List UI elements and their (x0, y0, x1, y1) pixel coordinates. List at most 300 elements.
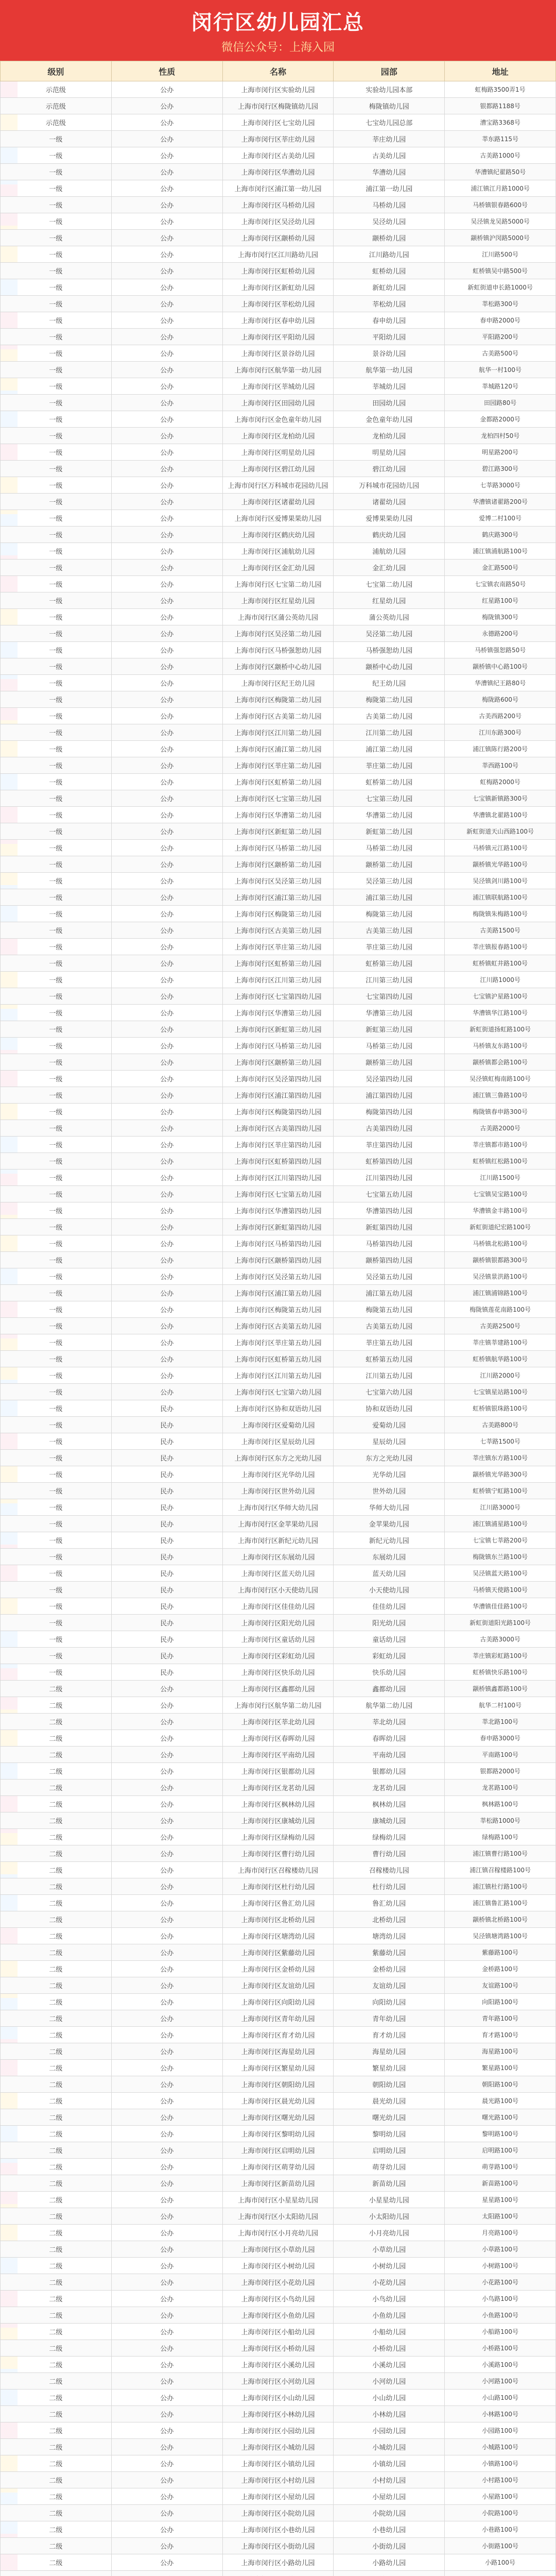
cell-address: 虹桥镇航华路100号 (445, 1351, 556, 1367)
cell-campus: 协和双语幼儿园 (334, 1400, 445, 1417)
cell-nature: 公办 (111, 131, 222, 147)
cell-campus: 童话幼儿园 (334, 1631, 445, 1648)
cell-level: 一级 (1, 609, 112, 625)
cell-name: 上海市闵行区浦江第四幼儿园 (222, 1087, 334, 1104)
cell-address: 萌芽路100号 (445, 2159, 556, 2175)
cell-nature: 公办 (111, 1994, 222, 2010)
cell-name: 上海市闵行区北桥幼儿园 (222, 1911, 334, 1928)
cell-campus: 华漕幼儿园 (334, 164, 445, 180)
cell-level: 一级 (1, 757, 112, 774)
cell-nature: 公办 (111, 1005, 222, 1021)
cell-nature: 公办 (111, 741, 222, 757)
cell-address: 华漕镇纪翟路50号 (445, 164, 556, 180)
table-row (1, 395, 556, 411)
cell-campus: 佳佳幼儿园 (334, 1598, 445, 1615)
cell-level: 一级 (1, 642, 112, 658)
table-row (1, 2340, 556, 2357)
cell-nature: 公办 (111, 1021, 222, 1038)
cell-address: 小镇路100号 (445, 2455, 556, 2472)
cell-address: 古美路800号 (445, 1417, 556, 1433)
cell-level: 一级 (1, 1516, 112, 1532)
cell-campus: 小城幼儿园 (334, 2439, 445, 2455)
cell-name: 上海市闵行区浦航幼儿园 (222, 543, 334, 560)
cell-campus: 碧江幼儿园 (334, 461, 445, 477)
cell-level: 二级 (1, 1928, 112, 1944)
cell-level: 二级 (1, 2126, 112, 2142)
cell-nature (111, 2571, 222, 2576)
cell-name: 上海市闵行区梅陇第三幼儿园 (222, 906, 334, 922)
cell-address: 江川东路300号 (445, 724, 556, 741)
cell-campus: 七宝第六幼儿园 (334, 1384, 445, 1400)
cell-level: 一级 (1, 1318, 112, 1334)
cell-level: 一级 (1, 955, 112, 972)
cell-level: 二级 (1, 2192, 112, 2208)
cell-name: 上海市闵行区碧江幼儿园 (222, 461, 334, 477)
cell-nature: 公办 (111, 1730, 222, 1747)
cell-nature: 民办 (111, 1598, 222, 1615)
title-banner (0, 0, 556, 61)
cell-campus: 莘北幼儿园 (334, 1714, 445, 1730)
cell-name: 上海市闵行区启明幼儿园 (222, 2142, 334, 2159)
cell-campus: 银都幼儿园 (334, 1763, 445, 1780)
table-row (1, 1631, 556, 1648)
cell-nature: 公办 (111, 2455, 222, 2472)
cell-address: 晨光路100号 (445, 2093, 556, 2109)
table-row (1, 2389, 556, 2406)
table-row (1, 2406, 556, 2422)
cell-level: 一级 (1, 147, 112, 164)
cell-campus: 世外幼儿园 (334, 1483, 445, 1499)
cell-campus: 虹桥第四幼儿园 (334, 1153, 445, 1170)
cell-level: 一级 (1, 1071, 112, 1087)
cell-name: 上海市闵行区七宝第四幼儿园 (222, 988, 334, 1005)
cell-campus: 虹桥幼儿园 (334, 263, 445, 279)
table-row (1, 2093, 556, 2109)
cell-level: 二级 (1, 2274, 112, 2291)
table-row (1, 1780, 556, 1796)
cell-nature: 公办 (111, 345, 222, 362)
cell-address: 浦江镇鲁汇路100号 (445, 1895, 556, 1911)
cell-name: 上海市闵行区古美第四幼儿园 (222, 1120, 334, 1137)
table-row (1, 1961, 556, 1977)
cell-name: 上海市闵行区新虹幼儿园 (222, 279, 334, 296)
cell-name: 上海市闵行区小巷幼儿园 (222, 2521, 334, 2538)
table-row (1, 1087, 556, 1104)
cell-address: 繁星路100号 (445, 2060, 556, 2076)
cell-campus: 七宝第四幼儿园 (334, 988, 445, 1005)
cell-campus: 万科城市花园幼儿园 (334, 477, 445, 494)
cell-name: 上海市闵行区小河幼儿园 (222, 2373, 334, 2389)
table-row (1, 2274, 556, 2291)
table-row (1, 1763, 556, 1780)
cell-name: 上海市闵行区莘城幼儿园 (222, 378, 334, 395)
cell-name: 上海市闵行区虹桥第三幼儿园 (222, 955, 334, 972)
page-title: 闵行区幼儿园汇总 (192, 11, 364, 35)
cell-address: 浦江镇江月路1000号 (445, 180, 556, 197)
cell-campus: 虹桥第二幼儿园 (334, 774, 445, 790)
cell-level: 一级 (1, 296, 112, 312)
cell-level: 一级 (1, 922, 112, 939)
cell-nature: 公办 (111, 1104, 222, 1120)
table-row (1, 1829, 556, 1845)
cell-campus: 江川第四幼儿园 (334, 1170, 445, 1186)
cell-level: 二级 (1, 1961, 112, 1977)
cell-level: 一级 (1, 1466, 112, 1483)
cell-level: 二级 (1, 2472, 112, 2488)
cell-address: 平南路100号 (445, 1747, 556, 1763)
table-row (1, 823, 556, 840)
cell-level: 一级 (1, 1351, 112, 1367)
cell-level: 一级 (1, 625, 112, 642)
cell-nature: 民办 (111, 1417, 222, 1433)
cell-level: 一级 (1, 906, 112, 922)
cell-address: 青年路100号 (445, 2010, 556, 2027)
cell-campus (334, 2571, 445, 2576)
cell-nature: 公办 (111, 2389, 222, 2406)
cell-level: 一级 (1, 378, 112, 395)
cell-level: 二级 (1, 2324, 112, 2340)
table-row (1, 246, 556, 263)
cell-name: 上海市闵行区朝阳幼儿园 (222, 2076, 334, 2093)
cell-name: 上海市闵行区银都幼儿园 (222, 1763, 334, 1780)
cell-name: 上海市闵行区景谷幼儿园 (222, 345, 334, 362)
cell-name: 上海市闵行区颛桥第二幼儿园 (222, 856, 334, 873)
cell-level: 二级 (1, 2208, 112, 2225)
cell-address: 吴泾镇虹梅南路100号 (445, 1071, 556, 1087)
cell-name: 上海市闵行区金苹果幼儿园 (222, 1516, 334, 1532)
cell-name: 上海市闵行区曹行幼儿园 (222, 1845, 334, 1862)
cell-nature: 公办 (111, 807, 222, 823)
cell-nature: 公办 (111, 1137, 222, 1153)
cell-name: 上海市闵行区实验幼儿园 (222, 81, 334, 98)
cell-name: 上海市闵行区古美第三幼儿园 (222, 922, 334, 939)
cell-nature: 民办 (111, 1466, 222, 1483)
cell-address: 枫林路100号 (445, 1796, 556, 1812)
cell-level: 一级 (1, 1417, 112, 1433)
cell-address: 浦江镇联航路100号 (445, 889, 556, 906)
cell-nature: 公办 (111, 2488, 222, 2505)
cell-nature: 民办 (111, 1532, 222, 1549)
cell-campus: 梅陇第二幼儿园 (334, 691, 445, 708)
cell-address: 绿梅路100号 (445, 1829, 556, 1845)
cell-level: 二级 (1, 1911, 112, 1928)
cell-nature: 公办 (111, 922, 222, 939)
table-row (1, 922, 556, 939)
cell-name: 上海市闵行区诸翟幼儿园 (222, 494, 334, 510)
cell-level: 二级 (1, 2109, 112, 2126)
cell-name: 上海市闵行区龙茗幼儿园 (222, 1780, 334, 1796)
cell-nature: 公办 (111, 1285, 222, 1301)
cell-nature: 公办 (111, 279, 222, 296)
cell-name: 上海市闵行区金色童年幼儿园 (222, 411, 334, 428)
table-row (1, 840, 556, 856)
cell-address: 颛桥镇光华路100号 (445, 856, 556, 873)
cell-address: 七宝镇新镇路300号 (445, 790, 556, 807)
table-row (1, 1994, 556, 2010)
cell-address: 吴泾镇蓝天路100号 (445, 1565, 556, 1582)
cell-level: 一级 (1, 560, 112, 576)
table-row (1, 1895, 556, 1911)
cell-campus: 小院幼儿园 (334, 2505, 445, 2521)
cell-address: 春申路3000号 (445, 1730, 556, 1747)
cell-name: 上海市闵行区金汇幼儿园 (222, 560, 334, 576)
cell-name: 上海市闵行区小街幼儿园 (222, 2538, 334, 2554)
cell-address: 金汇路500号 (445, 560, 556, 576)
cell-nature: 公办 (111, 147, 222, 164)
cell-address: 马桥镇强恕路50号 (445, 642, 556, 658)
table-row (1, 1038, 556, 1054)
cell-level: 一级 (1, 1549, 112, 1565)
table-row (1, 197, 556, 213)
cell-nature: 公办 (111, 81, 222, 98)
cell-nature: 公办 (111, 1911, 222, 1928)
cell-address: 小巷路100号 (445, 2521, 556, 2538)
table-row (1, 1202, 556, 1219)
cell-campus: 春申幼儿园 (334, 312, 445, 329)
cell-campus: 梅陇第四幼儿园 (334, 1104, 445, 1120)
cell-name: 上海市闵行区颛桥第四幼儿园 (222, 1252, 334, 1268)
cell-campus: 金苹果幼儿园 (334, 1516, 445, 1532)
cell-campus: 晨光幼儿园 (334, 2093, 445, 2109)
table-row (1, 2571, 556, 2576)
cell-name: 上海市闵行区华漕幼儿园 (222, 164, 334, 180)
cell-name: 上海市闵行区友谊幼儿园 (222, 1977, 334, 1994)
cell-nature: 公办 (111, 246, 222, 263)
cell-level: 一级 (1, 1384, 112, 1400)
cell-level: 一级 (1, 279, 112, 296)
cell-name: 上海市闵行区吴泾第三幼儿园 (222, 873, 334, 889)
cell-nature: 公办 (111, 1087, 222, 1104)
cell-campus: 小山幼儿园 (334, 2389, 445, 2406)
cell-campus: 杜行幼儿园 (334, 1878, 445, 1895)
cell-address: 马桥镇北松路100号 (445, 1235, 556, 1252)
cell-nature: 公办 (111, 2373, 222, 2389)
cell-name: 上海市闵行区爱博果果幼儿园 (222, 510, 334, 527)
cell-level: 一级 (1, 1087, 112, 1104)
cell-campus: 召稼楼幼儿园 (334, 1862, 445, 1878)
cell-campus: 春晖幼儿园 (334, 1730, 445, 1747)
cell-nature: 公办 (111, 329, 222, 345)
cell-level: 一级 (1, 1054, 112, 1071)
cell-name: 上海市闵行区莘庄第四幼儿园 (222, 1137, 334, 1153)
cell-address: 小花路100号 (445, 2274, 556, 2291)
cell-name: 上海市闵行区浦江第五幼儿园 (222, 1285, 334, 1301)
cell-address: 浦江镇浦星路100号 (445, 1516, 556, 1532)
cell-nature: 公办 (111, 1318, 222, 1334)
cell-name: 上海市闵行区莘庄幼儿园 (222, 131, 334, 147)
cell-level: 二级 (1, 1845, 112, 1862)
cell-nature: 公办 (111, 2027, 222, 2043)
cell-name: 上海市闵行区快乐幼儿园 (222, 1664, 334, 1681)
cell-level: 一级 (1, 1499, 112, 1516)
table-row (1, 1005, 556, 1021)
table-row (1, 2357, 556, 2373)
cell-campus: 吴泾第三幼儿园 (334, 873, 445, 889)
table-row (1, 2076, 556, 2093)
cell-address: 小溪路100号 (445, 2357, 556, 2373)
table-row (1, 1598, 556, 1615)
cell-nature: 民办 (111, 1516, 222, 1532)
cell-campus: 小屋幼儿园 (334, 2488, 445, 2505)
table-row (1, 708, 556, 724)
cell-level: 一级 (1, 1565, 112, 1582)
cell-nature: 公办 (111, 1054, 222, 1071)
cell-campus: 小巷幼儿园 (334, 2521, 445, 2538)
table-row (1, 2538, 556, 2554)
cell-address: 小城路100号 (445, 2439, 556, 2455)
cell-nature: 民办 (111, 1549, 222, 1565)
cell-address: 马桥镇元江路100号 (445, 840, 556, 856)
cell-level: 一级 (1, 1582, 112, 1598)
cell-level: 一级 (1, 724, 112, 741)
cell-level: 二级 (1, 2406, 112, 2422)
cell-name: 上海市闵行区浦江第一幼儿园 (222, 180, 334, 197)
table-row (1, 345, 556, 362)
cell-name: 上海市闵行区小船幼儿园 (222, 2324, 334, 2340)
cell-campus: 金色童年幼儿园 (334, 411, 445, 428)
cell-campus: 绿梅幼儿园 (334, 1829, 445, 1845)
cell-address: 海星路100号 (445, 2043, 556, 2060)
table-row (1, 1697, 556, 1714)
cell-address: 小林路100号 (445, 2406, 556, 2422)
cell-name: 上海市闵行区阳光幼儿园 (222, 1615, 334, 1631)
cell-address: 莘松路1000号 (445, 1812, 556, 1829)
table-row (1, 329, 556, 345)
table-row (1, 2472, 556, 2488)
cell-nature: 公办 (111, 2291, 222, 2307)
cell-address: 浦江镇杜行路100号 (445, 1878, 556, 1895)
cell-nature: 公办 (111, 164, 222, 180)
cell-level: 一级 (1, 1400, 112, 1417)
cell-address: 吴泾镇景洪路100号 (445, 1268, 556, 1285)
cell-name: 上海市闵行区新虹第二幼儿园 (222, 823, 334, 840)
cell-campus: 诸翟幼儿园 (334, 494, 445, 510)
cell-address: 莘庄镇彩虹路100号 (445, 1648, 556, 1664)
cell-address: 吴泾镇剑川路100号 (445, 873, 556, 889)
cell-address: 吴泾镇塘湾路100号 (445, 1928, 556, 1944)
cell-nature: 公办 (111, 213, 222, 230)
cell-campus: 金桥幼儿园 (334, 1961, 445, 1977)
cell-nature: 公办 (111, 988, 222, 1005)
cell-campus: 鑫都幼儿园 (334, 1681, 445, 1697)
cell-campus: 梅陇第三幼儿园 (334, 906, 445, 922)
cell-level: 一级 (1, 856, 112, 873)
cell-campus: 星辰幼儿园 (334, 1433, 445, 1450)
cell-level: 二级 (1, 1977, 112, 1994)
cell-name: 上海市闵行区颛桥幼儿园 (222, 230, 334, 246)
cell-name: 上海市闵行区枫林幼儿园 (222, 1796, 334, 1812)
cell-level: 一级 (1, 1235, 112, 1252)
table-row (1, 1252, 556, 1268)
cell-nature: 民办 (111, 1483, 222, 1499)
cell-nature: 公办 (111, 98, 222, 114)
cell-name: 上海市闵行区青年幼儿园 (222, 2010, 334, 2027)
cell-address: 新虹街道扬虹路100号 (445, 1021, 556, 1038)
cell-campus: 小河幼儿园 (334, 2373, 445, 2389)
cell-campus: 华漕第四幼儿园 (334, 1202, 445, 1219)
cell-address: 虹梅路3500弄1号 (445, 81, 556, 98)
cell-nature: 公办 (111, 708, 222, 724)
cell-nature: 公办 (111, 510, 222, 527)
cell-address: 银都路1188号 (445, 98, 556, 114)
cell-nature: 民办 (111, 1615, 222, 1631)
cell-level: 一级 (1, 988, 112, 1005)
cell-name: 上海市闵行区小山幼儿园 (222, 2389, 334, 2406)
cell-nature: 公办 (111, 2192, 222, 2208)
cell-level: 二级 (1, 2076, 112, 2093)
cell-level: 二级 (1, 2159, 112, 2175)
cell-address: 新苗路100号 (445, 2175, 556, 2192)
cell-name: 上海市闵行区小月亮幼儿园 (222, 2225, 334, 2241)
cell-address: 月亮路100号 (445, 2225, 556, 2241)
table-row (1, 444, 556, 461)
cell-name: 上海市闵行区晨光幼儿园 (222, 2093, 334, 2109)
cell-name: 上海市闵行区康城幼儿园 (222, 1812, 334, 1829)
cell-campus: 浦江第二幼儿园 (334, 741, 445, 757)
table-row (1, 1845, 556, 1862)
cell-name: 上海市闵行区七宝第五幼儿园 (222, 1186, 334, 1202)
table-row (1, 2225, 556, 2241)
cell-address: 华漕镇北翟路100号 (445, 807, 556, 823)
cell-name: 上海市闵行区浦江第二幼儿园 (222, 741, 334, 757)
cell-level: 二级 (1, 2258, 112, 2274)
cell-nature: 公办 (111, 856, 222, 873)
cell-campus: 阳光幼儿园 (334, 1615, 445, 1631)
cell-name: 上海市闵行区江川路幼儿园 (222, 246, 334, 263)
cell-nature: 公办 (111, 2406, 222, 2422)
table-row (1, 180, 556, 197)
cell-address: 黎明路100号 (445, 2126, 556, 2142)
cell-name: 上海市闵行区东方之光幼儿园 (222, 1450, 334, 1466)
cell-campus: 江川第五幼儿园 (334, 1367, 445, 1384)
table-row (1, 428, 556, 444)
cell-address: 七宝镇农南路50号 (445, 576, 556, 592)
cell-name: 上海市闵行区育才幼儿园 (222, 2027, 334, 2043)
cell-nature: 公办 (111, 1812, 222, 1829)
cell-address: 向阳路100号 (445, 1994, 556, 2010)
cell-address: 碧江路300号 (445, 461, 556, 477)
cell-level: 二级 (1, 2538, 112, 2554)
cell-address: 龙茗路100号 (445, 1780, 556, 1796)
cell-address: 虹桥镇虹井路100号 (445, 955, 556, 972)
table-row (1, 1054, 556, 1071)
cell-campus: 青年幼儿园 (334, 2010, 445, 2027)
cell-level: 二级 (1, 2027, 112, 2043)
cell-campus: 江川路幼儿园 (334, 246, 445, 263)
cell-level: 二级 (1, 1780, 112, 1796)
cell-name: 上海市闵行区小草幼儿园 (222, 2241, 334, 2258)
cell-campus: 景谷幼儿园 (334, 345, 445, 362)
cell-nature: 公办 (111, 658, 222, 675)
table-row (1, 807, 556, 823)
cell-nature: 公办 (111, 395, 222, 411)
cell-campus: 小镇幼儿园 (334, 2455, 445, 2472)
cell-level: 二级 (1, 2010, 112, 2027)
cell-level: 一级 (1, 1120, 112, 1137)
cell-name: 上海市闵行区蓝天幼儿园 (222, 1565, 334, 1582)
cell-level: 二级 (1, 1829, 112, 1845)
cell-name: 上海市闵行区古美幼儿园 (222, 147, 334, 164)
cell-nature: 公办 (111, 2307, 222, 2324)
table-row (1, 2373, 556, 2389)
cell-campus: 华漕第三幼儿园 (334, 1005, 445, 1021)
cell-campus: 航华第一幼儿园 (334, 362, 445, 378)
cell-address: 七宝镇星站路100号 (445, 1384, 556, 1400)
cell-nature: 公办 (111, 1714, 222, 1730)
cell-address: 虹梅路2000号 (445, 774, 556, 790)
cell-nature: 公办 (111, 312, 222, 329)
cell-campus: 航华第二幼儿园 (334, 1697, 445, 1714)
